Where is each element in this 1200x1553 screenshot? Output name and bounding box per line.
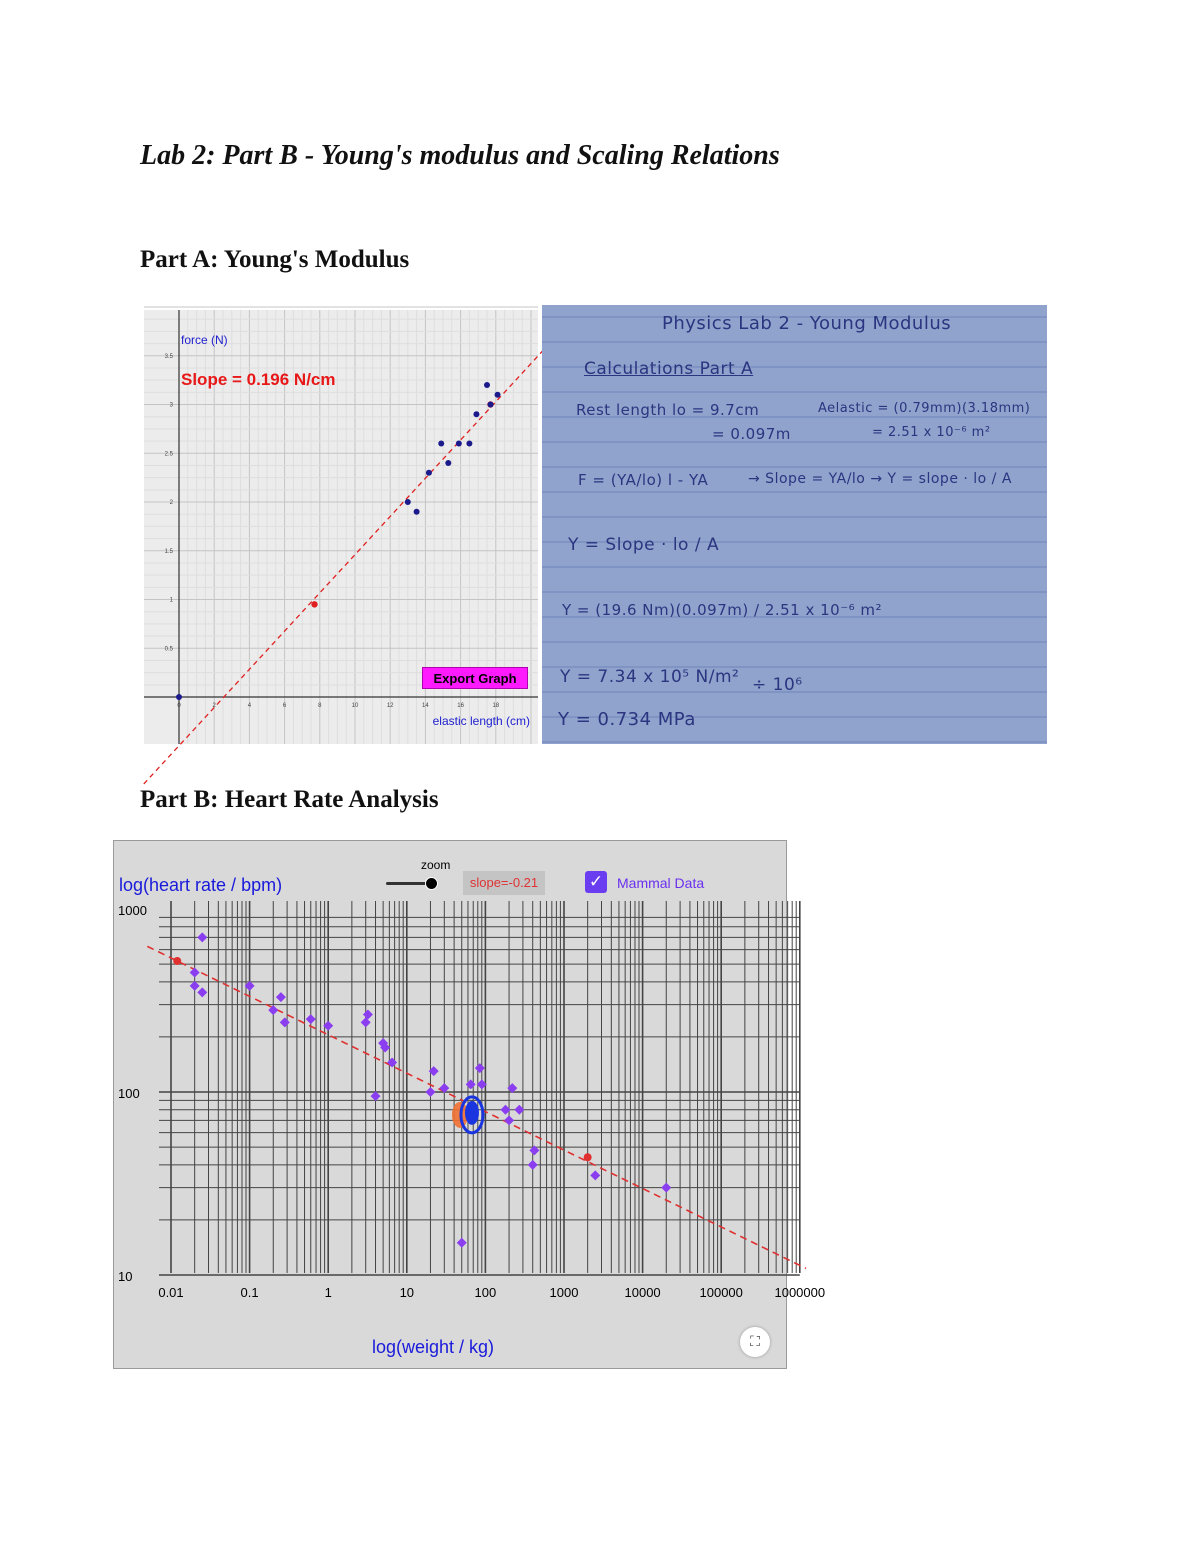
x-tick-label: 100	[474, 1285, 497, 1300]
x-tick-label: 10000	[624, 1285, 661, 1300]
x-tick-label: 1000	[549, 1285, 579, 1300]
x-tick-label: 1	[324, 1285, 332, 1300]
mammal-point	[528, 1160, 538, 1170]
mammal-point	[504, 1115, 514, 1125]
y-tick-label: 3	[169, 402, 173, 409]
expand-icon[interactable]: ⛶	[740, 1327, 770, 1357]
notes-young-result: Y = 7.34 x 10⁵ N/m²	[560, 667, 740, 687]
mammal-point	[363, 1010, 373, 1020]
zoom-label: zoom	[421, 858, 451, 872]
zoom-slider[interactable]	[386, 877, 444, 891]
handwritten-notes-photo	[542, 305, 1047, 744]
x-tick-label: 10	[399, 1285, 415, 1300]
x-tick-label: 1000000	[774, 1285, 826, 1300]
notes-divide: ÷ 10⁶	[752, 675, 803, 695]
data-point	[445, 460, 451, 466]
notes-rest-length-m: = 0.097m	[712, 425, 791, 443]
mammal-point	[661, 1183, 671, 1193]
x-tick-label: 16	[457, 703, 464, 709]
export-graph-button[interactable]: Export Graph	[422, 667, 528, 689]
y-tick-label: 100	[118, 1086, 140, 1101]
notes-subtitle: Calculations Part A	[584, 359, 754, 379]
mammal-point	[425, 1087, 435, 1097]
x-tick-label: 4	[247, 703, 252, 709]
notes-rest-length: Rest length lo = 9.7cm	[576, 401, 760, 419]
y-tick-label: 10	[118, 1269, 133, 1284]
data-point	[484, 382, 490, 388]
mammal-point	[457, 1238, 467, 1248]
fit-point	[311, 601, 317, 607]
mammal-point	[475, 1063, 485, 1073]
y-tick-label: 2	[169, 500, 173, 506]
data-point	[176, 694, 182, 700]
data-point	[426, 470, 432, 476]
slope-label: Slope = 0.196 N/cm	[181, 370, 336, 389]
y-axis-label: log(heart rate / bpm)	[119, 875, 283, 895]
data-point	[488, 402, 494, 408]
data-point	[405, 499, 411, 505]
part-a-heading: Part A: Young's Modulus	[140, 246, 410, 273]
mammal-point	[387, 1057, 397, 1067]
part-b-heading: Part B: Heart Rate Analysis	[140, 786, 439, 813]
fit-point	[584, 1153, 592, 1161]
mammal-point	[280, 1017, 290, 1027]
y-tick-label: 1000	[118, 903, 147, 918]
x-tick-label: 6	[282, 703, 287, 709]
notes-title: Physics Lab 2 - Young Modulus	[662, 313, 952, 334]
x-axis-label: elastic length (cm)	[432, 714, 530, 728]
notes-area-value: = 2.51 x 10⁻⁶ m²	[872, 425, 991, 440]
notes-young-mpa: Y = 0.734 MPa	[558, 709, 696, 730]
legend-mammal-data: Mammal Data	[617, 875, 705, 891]
mammal-point	[361, 1017, 371, 1027]
x-tick-label: 0	[177, 703, 181, 709]
notes-young-subst: Y = (19.6 Nm)(0.097m) / 2.51 x 10⁻⁶ m²	[562, 601, 883, 619]
mammal-point	[276, 992, 286, 1002]
zoom-knob[interactable]	[425, 877, 438, 890]
x-tick-label: 100000	[699, 1285, 743, 1300]
mammal-point	[190, 967, 200, 977]
x-tick-label: 2	[212, 703, 216, 709]
x-tick-label: 12	[386, 703, 394, 709]
document-title: Lab 2: Part B - Young's modulus and Scaling Relations	[140, 140, 780, 171]
heart-rate-chart	[114, 841, 826, 1370]
y-axis-label: force (N)	[181, 333, 228, 347]
data-point	[473, 411, 479, 417]
x-tick-label: 10	[351, 703, 359, 709]
heart-rate-graph	[113, 840, 826, 1369]
notes-force-eq: F = (YA/lo) l - YA	[578, 471, 709, 489]
y-tick-label: 2.5	[164, 451, 173, 458]
y-tick-label: 1	[169, 597, 173, 604]
y-tick-label: 3.5	[164, 353, 173, 360]
young-modulus-graph	[144, 310, 538, 744]
check-icon[interactable]: ✓	[585, 871, 607, 893]
cluster-human	[465, 1101, 479, 1125]
mammal-point	[190, 981, 200, 991]
mammal-point	[590, 1170, 600, 1180]
data-point	[466, 441, 472, 447]
data-point	[414, 509, 420, 515]
x-tick-label: 0.01	[158, 1285, 184, 1300]
data-point	[495, 392, 501, 398]
x-tick-label: 18	[492, 703, 500, 709]
x-axis-label: log(weight / kg)	[372, 1337, 495, 1357]
y-tick-label: 0.5	[164, 646, 173, 653]
notes-young-eq: Y = Slope · lo / A	[568, 535, 720, 555]
mammal-point	[197, 987, 207, 997]
mammal-point	[306, 1014, 316, 1024]
mammal-point	[197, 932, 207, 942]
data-point	[456, 441, 462, 447]
mammal-point	[466, 1079, 476, 1089]
notes-slope-eq: → Slope = YA/lo → Y = slope · lo / A	[748, 471, 1012, 487]
fit-point	[173, 957, 181, 965]
x-tick-label: 8	[318, 703, 322, 709]
notes-area: Aelastic = (0.79mm)(3.18mm)	[818, 401, 1031, 416]
x-tick-label: 0.1	[240, 1285, 259, 1300]
slope-badge: slope=-0.21	[463, 871, 545, 895]
x-tick-label: 14	[422, 703, 429, 709]
data-point	[438, 441, 444, 447]
y-tick-label: 1.5	[164, 548, 173, 555]
